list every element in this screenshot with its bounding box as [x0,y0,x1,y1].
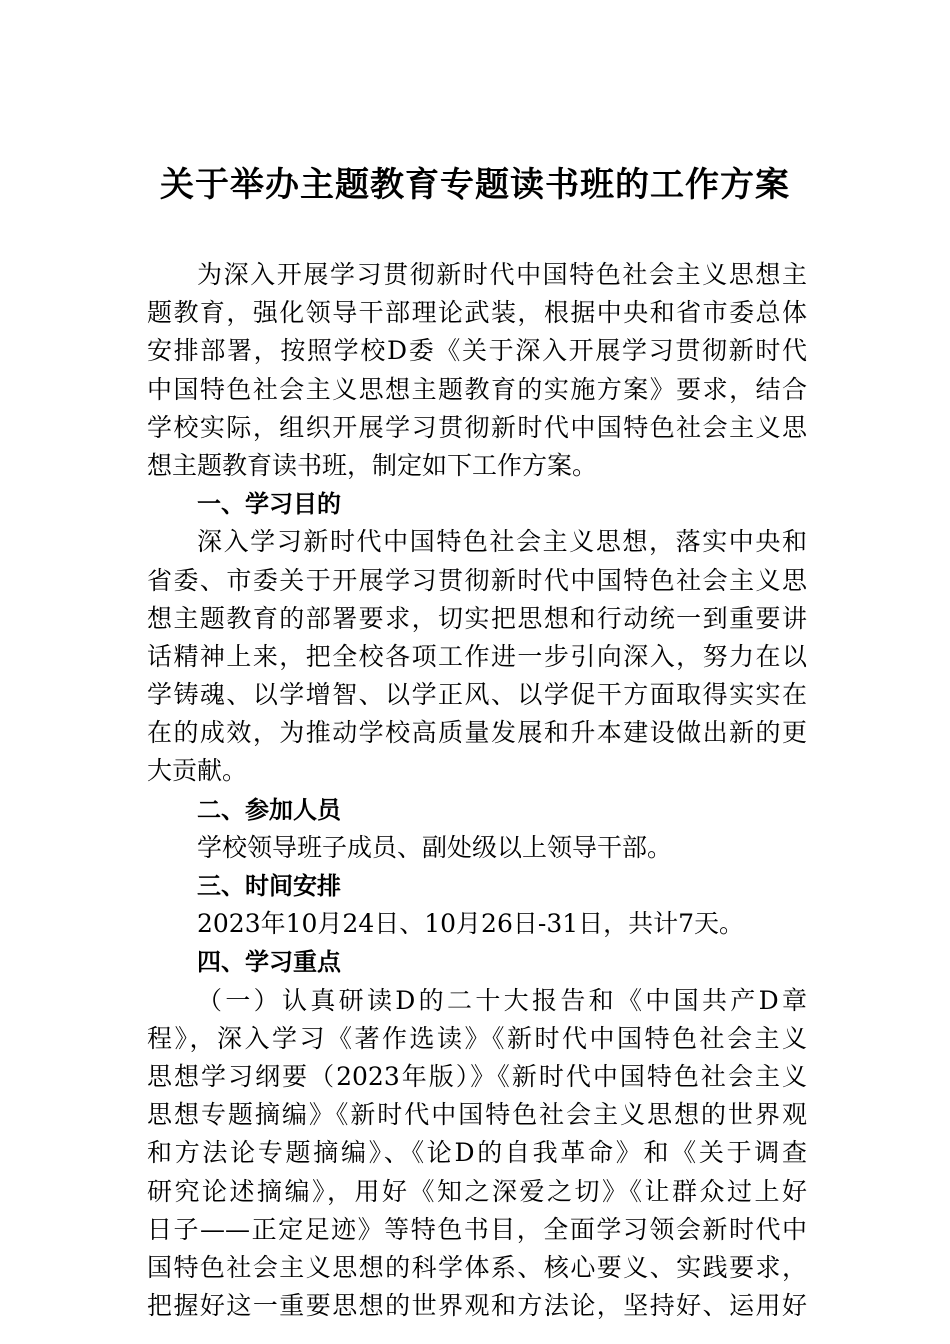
intro-line: 为深入开展学习贯彻新时代中国特色社会主义思想主 [197,260,807,289]
section1-line: 深入学习新时代中国特色社会主义思想，落实中央和 [197,527,807,557]
intro-line: 安排部署，按照学校D委《关于深入开展学习贯彻新时代 [147,336,807,366]
section1-line: 想主题教育的部署要求，切实把思想和行动统一到重要讲 [147,603,807,633]
section1-line: 在的成效，为推动学校高质量发展和升本建设做出新的更 [147,718,807,748]
section2-line: 学校领导班子成员、副处级以上领导干部。 [197,832,673,862]
section4-line: 把握好这一重要思想的世界观和方法论，坚持好、运用好 [147,1291,807,1321]
section4-line: 思想学习纲要（2023年版）》《新时代中国特色社会主义 [147,1061,807,1091]
section4-line: 研究论述摘编》，用好《知之深爱之切》《让群众过上好 [147,1176,807,1206]
section-heading-purpose: 一、学习目的 [197,490,341,519]
section-heading-participants: 二、参加人员 [197,795,341,824]
section1-line: 话精神上来，把全校各项工作进一步引向深入，努力在以 [147,641,807,671]
intro-line: 想主题教育读书班，制定如下工作方案。 [147,450,598,480]
section4-line: 程》，深入学习《著作选读》《新时代中国特色社会主义 [147,1023,807,1053]
section3-line: 2023年10月24日、10月26日-31日，共计7天。 [197,909,745,939]
document-title: 关于举办主题教育专题读书班的工作方案 [160,165,790,205]
intro-line: 题教育，强化领导干部理论武装，根据中央和省市委总体 [147,298,807,328]
document-body [147,256,807,1325]
intro-line: 中国特色社会主义思想主题教育的实施方案》要求，结合 [147,374,807,404]
section4-line: （一）认真研读D的二十大报告和《中国共产D章 [197,985,807,1015]
intro-line: 学校实际，组织开展学习贯彻新时代中国特色社会主义思 [147,412,807,442]
section4-line: 国特色社会主义思想的科学体系、核心要义、实践要求， [147,1252,807,1282]
section1-line: 大贡献。 [147,756,248,786]
section4-line: 思想专题摘编》《新时代中国特色社会主义思想的世界观 [147,1100,807,1130]
section1-line: 省委、市委关于开展学习贯彻新时代中国特色社会主义思 [147,565,807,595]
section-heading-schedule: 三、时间安排 [197,872,341,900]
section1-line: 学铸魂、以学增智、以学正风、以学促干方面取得实实在 [147,680,807,710]
section4-line: 日子——正定足迹》等特色书目，全面学习领会新时代中 [147,1214,807,1244]
section4-line: 和方法论专题摘编》、《论D的自我革命》和《关于调查 [147,1138,807,1168]
section-heading-focus: 四、学习重点 [197,948,341,977]
